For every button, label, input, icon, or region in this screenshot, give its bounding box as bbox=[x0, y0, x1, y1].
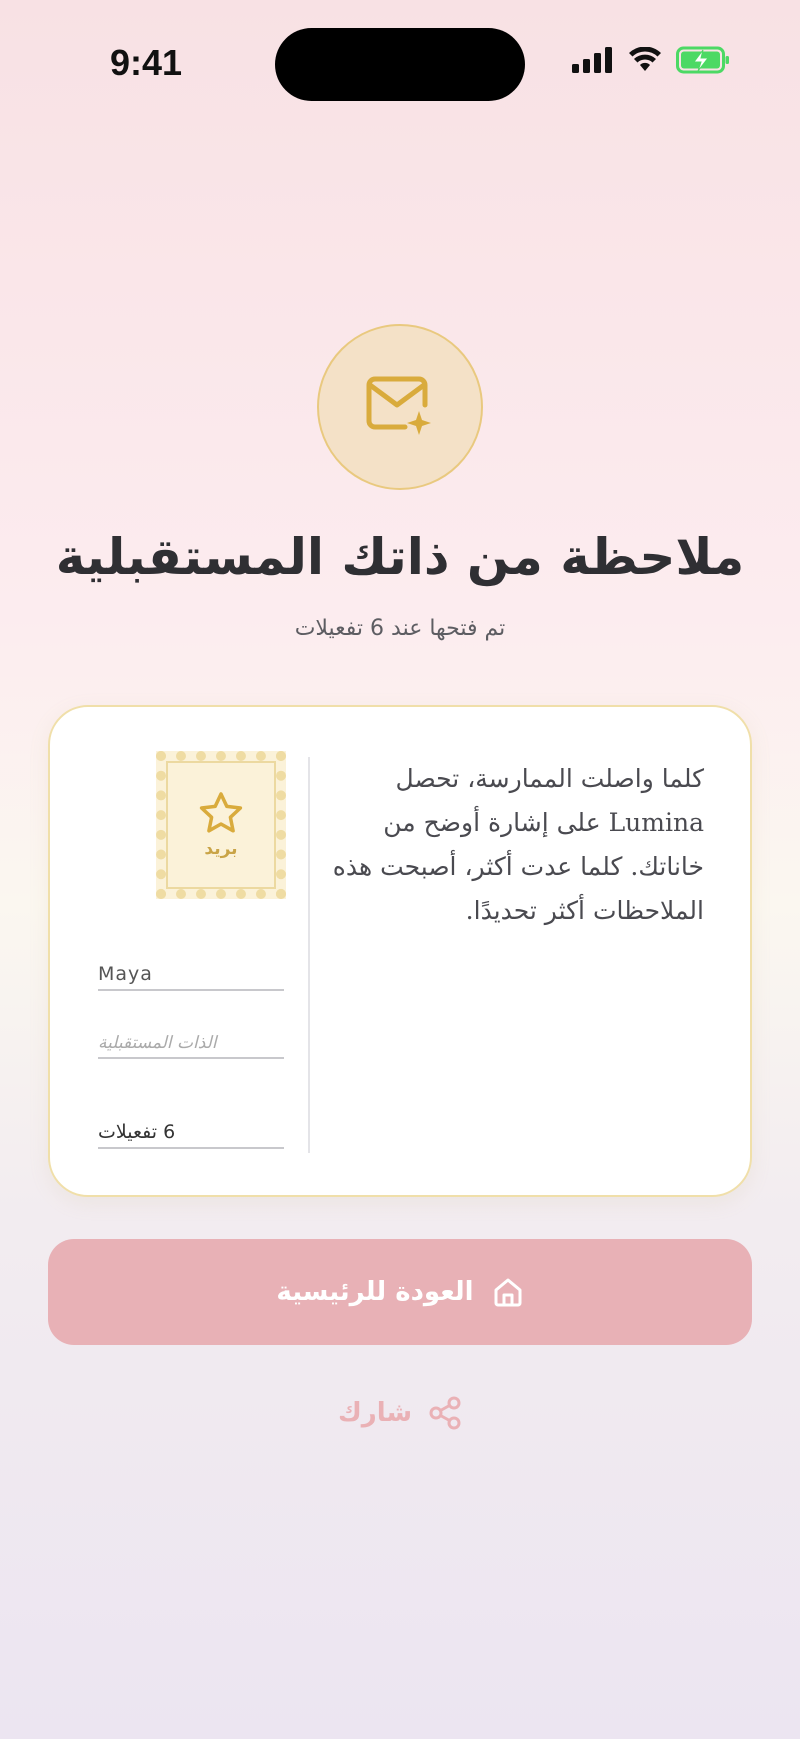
letter-card bbox=[48, 705, 752, 1197]
card-divider bbox=[308, 757, 310, 1153]
share-label: شارك bbox=[337, 1398, 413, 1428]
recipient-name: Maya bbox=[98, 963, 284, 991]
letter-line: الملاحظات أكثر تحديدًا. bbox=[465, 896, 704, 925]
share-button[interactable] bbox=[0, 1396, 800, 1430]
page-title: ملاحظة من ذاتك المستقبلية bbox=[55, 528, 745, 586]
status-icons bbox=[572, 46, 730, 74]
share-icon bbox=[428, 1396, 462, 1430]
star-icon bbox=[198, 791, 244, 835]
back-home-button[interactable] bbox=[48, 1239, 752, 1345]
letter-line: كلما واصلت الممارسة، تحصل bbox=[395, 764, 704, 793]
home-icon bbox=[492, 1276, 524, 1308]
signal-icon bbox=[572, 47, 614, 73]
stamp-label: بريد bbox=[204, 839, 238, 859]
dynamic-island bbox=[275, 28, 525, 101]
wifi-icon bbox=[628, 47, 662, 73]
page-subtitle: تم فتحها عند 6 تفعيلات bbox=[294, 616, 506, 641]
hero-icon-circle bbox=[317, 324, 483, 490]
sender-signature: الذات المستقبلية bbox=[98, 1033, 284, 1059]
mail-sparkle-icon bbox=[365, 375, 435, 439]
status-time: 9:41 bbox=[110, 42, 183, 83]
back-home-label: العودة للرئيسية bbox=[276, 1277, 474, 1307]
letter-text bbox=[324, 757, 704, 933]
activation-count: 6 تفعيلات bbox=[98, 1121, 284, 1149]
letter-line: Lumina على إشارة أوضح من bbox=[383, 808, 704, 837]
postage-stamp bbox=[156, 751, 286, 899]
battery-charging-icon bbox=[676, 46, 730, 74]
letter-line: خاناتك. كلما عدت أكثر، أصبحت هذه bbox=[332, 852, 704, 881]
